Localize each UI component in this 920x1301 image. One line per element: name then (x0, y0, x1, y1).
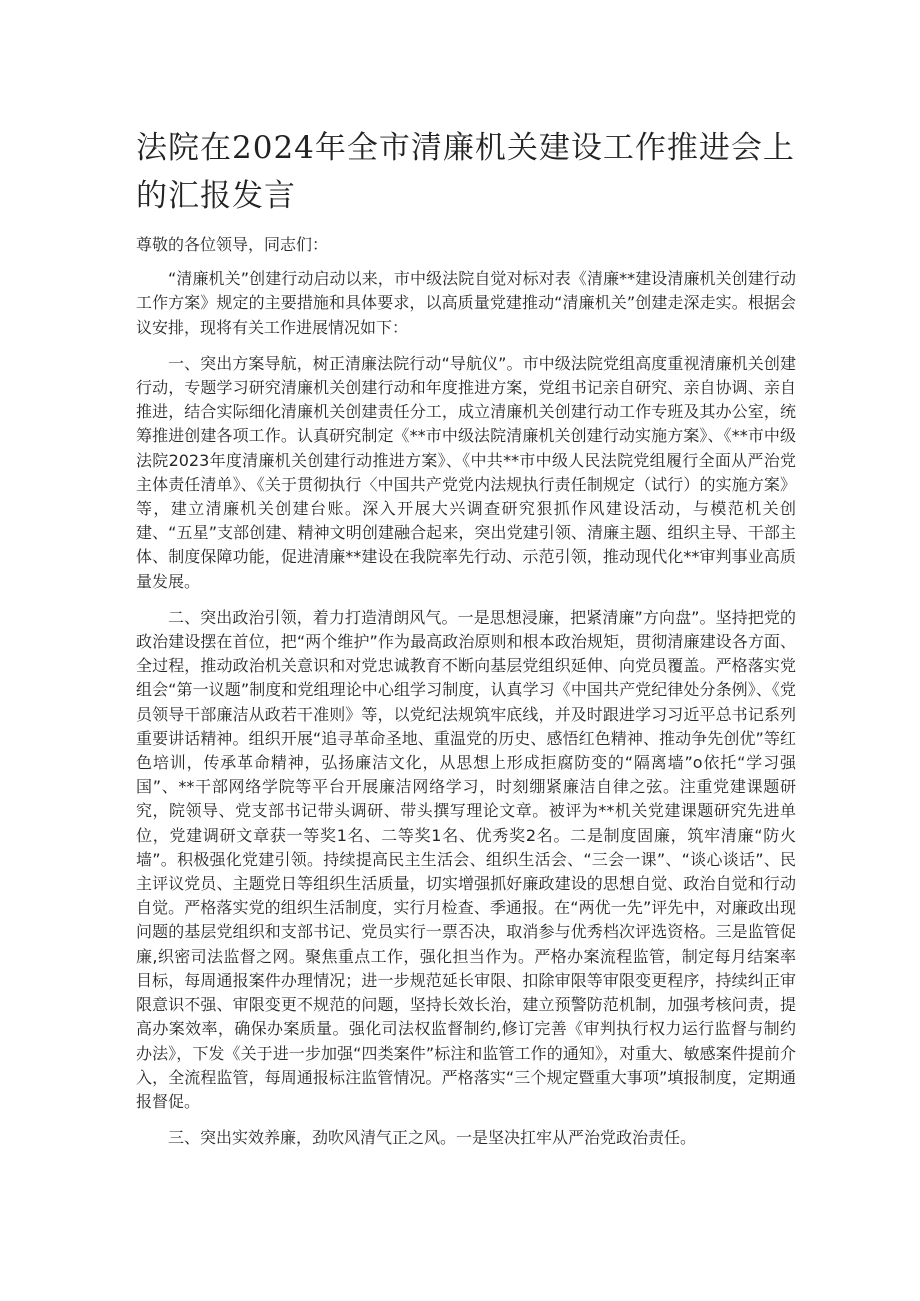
paragraph-section-2: 二、突出政治引领，着力打造清朗风气。一是思想浸廉，把紧清廉”方向盘”。坚持把党的政治建设摆在首位，把“两个维护”作为最高政治原则和根本政治规矩，贯彻清廉建设各方面、全过程，推动政治机关意识和对党忠诚教育不断向基层党组织延伸、向党员覆盖。严格落实党组会“第一议题”制度和党组理论中心组学习制度，认真学习《中国共产党纪律处分条例》、《党员领导干部廉洁从政若干准则》等，以党纪法规筑牢底线，并及时跟进学习习近平总书记系列重要讲话精神。组织开展“追寻革命圣地、重温党的历史、感悟红色精神、推动争先创优”等红色培训，传承革命精神，弘扬廉洁文化，从思想上形成拒腐防变的“隔离墙”o依托“学习强国”、**干部网络学院等平台开展廉洁网络学习，时刻绷紧廉洁自律之弦。注重党建课题研究，院领导、党支部书记带头调研、带头撰写理论文章。被评为**机关党建课题研究先进单位，党建调研文章获一等奖1名、二等奖1名、优秀奖2名。二是制度固廉，筑牢清廉“防火墙”。积极强化党建引领。持续提高民主生活会、组织生活会、“三会一课”、“谈心谈话”、民主评议党员、主题党日等组织生活质量，切实增强抓好廉政建设的思想自觉、政治自觉和行动自觉。严格落实党的组织生活制度，实行月检查、季通报。在“两优一先”评先中，对廉政出现问题的基层党组织和支部书记、党员实行一票否决，取消参与优秀档次评选资格。三是监管促廉,织密司法监督之网。聚焦重点工作，强化担当作为。严格办案流程监管，制定每月结案率目标，每周通报案件办理情况；进一步规范延长审限、扣除审限等审限变更程序，持续纠正审限意识不强、审限变更不规范的问题，坚持长效长治，建立预警防范机制，加强考核问责，提高办案效率，确保办案质量。强化司法权监督制约,修订完善《审判执行权力运行监督与制约办法》，下发《关于进一步加强“四类案件”标注和监管工作的通知》，对重大、敏感案件提前介入，全流程监管，每周通报标注监管情况。严格落实“三个规定暨重大事项”填报制度，定期通报督促。 (136, 607, 796, 1111)
paragraph-section-1: 一、突出方案导航，树正清廉法院行动“导航仪”。市中级法院党组高度重视清廉机关创建行动，专题学习研究清廉机关创建行动和年度推进方案，党组书记亲自研究、亲自协调、亲自推进，结合实际细化清廉机关创建责任分工，成立清廉机关创建行动工作专班及其办公室，统筹推进创建各项工作。认真研究制定《**市中级法院清廉机关创建行动实施方案》、《**市中级法院2023年度清廉机关创建行动推进方案》、《中共**市中级人民法院党组履行全面从严治党主体责任清单》、《关于贯彻执行〈中国共产党党内法规执行责任制规定（试行）的实施方案》等，建立清廉机关创建台账。深入开展大兴调查研究狠抓作风建设活动，与模范机关创建、“五星”支部创建、精神文明创建融合起来，突出党建引领、清廉主题、组织主导、干部主体、制度保障功能，促进清廉**建设在我院率先行动、示范引领，推动现代化**审判事业高质量发展。 (136, 353, 796, 591)
document-title: 法院在2024年全市清廉机关建设工作推进会上的汇报发言 (136, 130, 795, 214)
paragraph-intro: “清廉机关”创建行动启动以来，市中级法院自觉对标对表《清廉**建设清廉机关创建行动工作方案》规定的主要措施和具体要求，以高质量党建推动“清廉机关”创建走深走实。根据会议安排，现将有关工作进展情况如下： (136, 269, 796, 337)
paragraph-section-3: 三、突出实效养廉，劲吹风清气正之风。一是坚决扛牢从严治党政治责任。 (168, 1128, 697, 1148)
salutation: 尊敬的各位领导，同志们： (136, 235, 329, 254)
document-body (136, 233, 796, 1162)
